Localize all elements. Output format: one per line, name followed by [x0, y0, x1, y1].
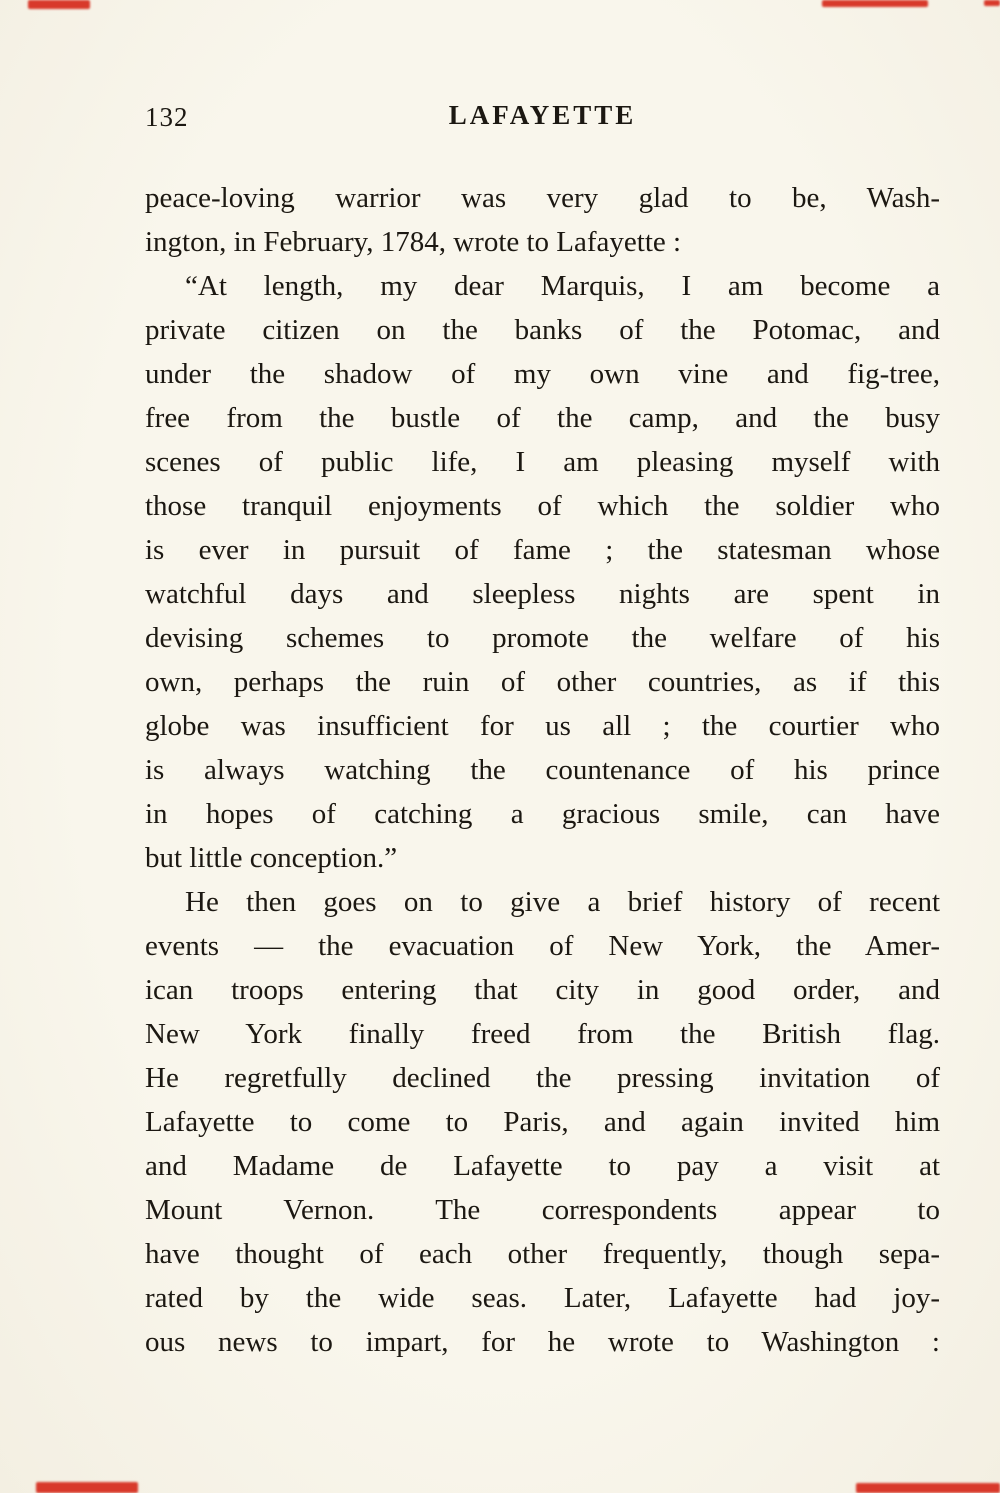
text-line: scenes of public life, I am pleasing myself with	[145, 446, 940, 478]
text-line: events — the evacuation of New York, the Amer-	[145, 930, 940, 962]
scan-edge-artifact-bottom-right	[856, 1483, 1000, 1493]
paragraph	[145, 176, 940, 264]
text-line: ous news to impart, for he wrote to Washington :	[145, 1326, 940, 1358]
text-line: have thought of each other frequently, though sepa-	[145, 1238, 940, 1270]
text-line: peace-loving warrior was very glad to be, Wash-	[145, 182, 940, 214]
paragraph	[145, 264, 940, 880]
text-line: He regretfully declined the pressing invitation of	[145, 1062, 940, 1094]
page-header	[145, 100, 940, 140]
text-line: Lafayette to come to Paris, and again invited him	[145, 1106, 940, 1138]
text-line: “At length, my dear Marquis, I am become a	[185, 270, 940, 302]
text-line: watchful days and sleepless nights are spent in	[145, 578, 940, 610]
body-text	[145, 176, 940, 1364]
running-title: LAFAYETTE	[448, 100, 637, 130]
text-line: in hopes of catching a gracious smile, can have	[145, 798, 940, 830]
scan-edge-artifact-top-left	[28, 0, 90, 9]
text-line: but little conception.”	[145, 842, 398, 874]
text-line: and Madame de Lafayette to pay a visit at	[145, 1150, 940, 1182]
text-line: free from the bustle of the camp, and the busy	[145, 402, 940, 434]
text-line: ican troops entering that city in good order, and	[145, 974, 940, 1006]
scan-edge-artifact-top-corner	[984, 0, 1000, 6]
text-line: New York finally freed from the British flag.	[145, 1018, 940, 1050]
text-line: Mount Vernon. The correspondents appear to	[145, 1194, 940, 1226]
scan-edge-artifact-top-right	[822, 0, 928, 7]
text-line: rated by the wide seas. Later, Lafayette had joy-	[145, 1282, 940, 1314]
text-line: own, perhaps the ruin of other countries, as if this	[145, 666, 940, 698]
paragraph	[145, 880, 940, 1364]
text-line: He then goes on to give a brief history of recent	[185, 886, 940, 918]
text-line: private citizen on the banks of the Potomac, and	[145, 314, 940, 346]
text-line: is always watching the countenance of his prince	[145, 754, 940, 786]
scan-edge-artifact-bottom-left	[36, 1482, 138, 1493]
text-line: ington, in February, 1784, wrote to Lafayette :	[145, 226, 682, 258]
text-line: under the shadow of my own vine and fig-tree,	[145, 358, 940, 390]
text-line: those tranquil enjoyments of which the soldier who	[145, 490, 940, 522]
text-line: globe was insufficient for us all ; the courtier who	[145, 710, 940, 742]
text-line: is ever in pursuit of fame ; the statesman whose	[145, 534, 940, 566]
text-line: devising schemes to promote the welfare of his	[145, 622, 940, 654]
page-number: 132	[145, 102, 189, 132]
